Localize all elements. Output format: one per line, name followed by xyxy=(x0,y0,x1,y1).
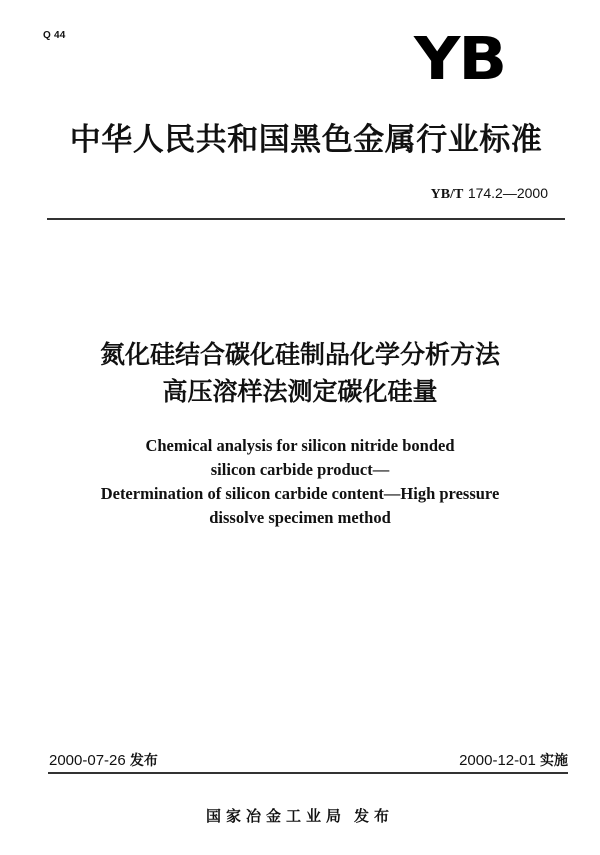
footer-divider xyxy=(48,772,568,774)
standard-number-prefix: YB/T xyxy=(430,187,464,202)
chinese-title xyxy=(0,336,600,410)
chinese-title-line-2: 高压溶样法测定碳化硅量 xyxy=(162,377,438,406)
english-title-line-4: dissolve specimen method xyxy=(209,508,391,527)
standard-category-title: 中华人民共和国黑色金属行业标准 xyxy=(69,122,543,158)
publisher-line xyxy=(0,806,600,826)
english-title-line-3: Determination of silicon carbide content—High pressure xyxy=(100,484,500,503)
publish-label: 发布 xyxy=(354,807,395,825)
implement-date-value: 2000-12-01 xyxy=(459,752,536,769)
implement-date-label: 实施 xyxy=(540,753,568,769)
issue-date-value: 2000-07-26 xyxy=(49,752,126,769)
classification-code: Q 44 xyxy=(43,30,66,41)
standard-number-value: 174.2—2000 xyxy=(467,185,548,201)
implement-date xyxy=(459,752,568,770)
chinese-title-line-1: 氮化硅结合碳化硅制品化学分析方法 xyxy=(99,340,500,369)
english-title xyxy=(0,434,600,530)
standard-number xyxy=(431,184,548,204)
issue-date-label: 发布 xyxy=(129,753,158,769)
header-divider xyxy=(47,218,565,220)
issue-date xyxy=(49,752,158,770)
english-title-line-1: Chemical analysis for silicon nitride bonded xyxy=(145,436,455,455)
english-title-line-2: silicon carbide product— xyxy=(210,460,390,479)
publisher-name: 国家冶金工业局 xyxy=(205,807,346,825)
yb-logo: YB xyxy=(414,25,506,94)
